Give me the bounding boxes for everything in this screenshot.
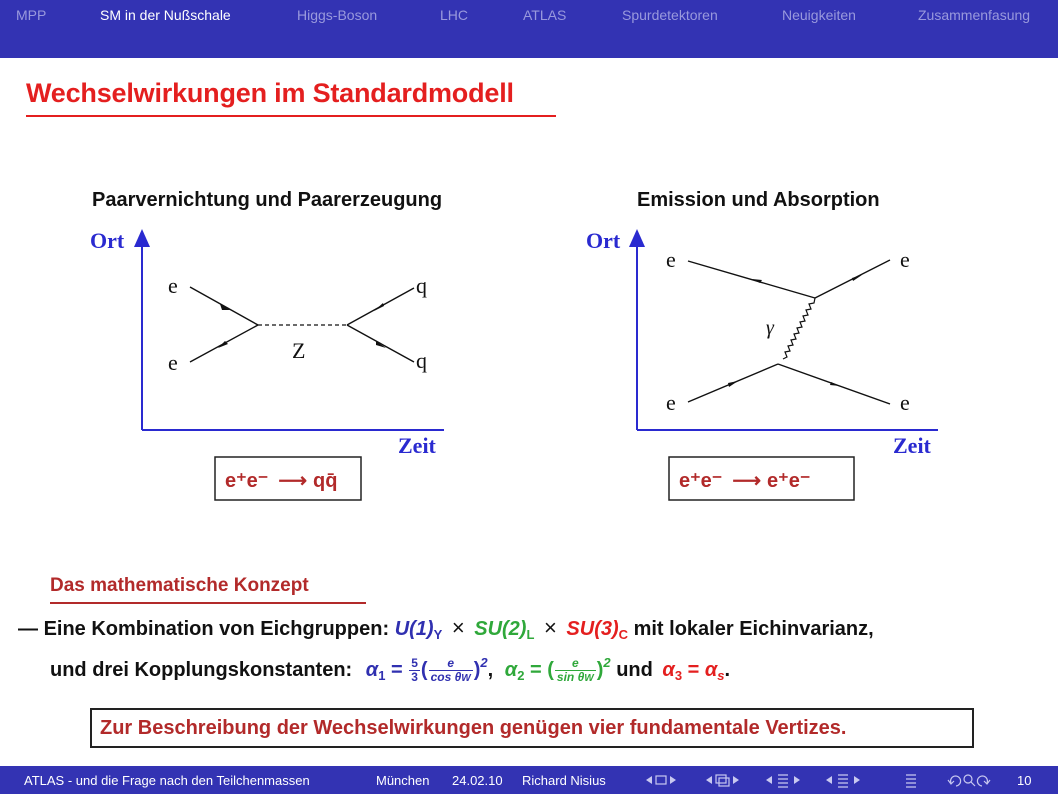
gauge-groups-suffix: mit lokaler Eichinvarianz, [633,618,874,640]
right-reaction-rhs: e⁺e⁻ [767,470,811,492]
footer-bar [0,766,1058,794]
gauge-groups-line [18,615,874,642]
nav-item-lhc[interactable]: LHC [440,7,469,23]
left-diagram [90,189,444,500]
footer-date: 24.02.10 [452,773,503,788]
group-su3: $SU(3)_C$ [566,618,629,642]
right-diagram-heading: Emission und Absorption [637,189,880,211]
nav-item-spurdetektoren[interactable]: Spurdetektoren [622,7,718,23]
left-reaction [225,470,337,492]
label-tr: e [900,247,910,272]
slide-title: Wechselwirkungen im Standardmodell [26,78,514,108]
right-reaction [679,470,810,492]
nav-item-zusammenfasung[interactable]: Zusammenfasung [918,7,1031,23]
left-y-axis-label: Ort [90,228,125,253]
alpha2-formula: $\alpha_2$ = ( $\frac{e}{\text{sin θW}}$ )$^2$ [504,655,611,684]
footer-page-number: 10 [1017,773,1032,788]
right-diagram [586,189,938,500]
label-bl: e [666,390,676,415]
right-x-axis-label: Zeit [893,433,931,458]
right-arrow-out-top [852,275,862,281]
label-br: e [900,390,910,415]
right-reaction-lhs: e⁺e⁻ [679,470,723,492]
right-y-axis-label: Ort [586,228,621,253]
dash-bullet: — [18,618,38,640]
section-nav-icon[interactable] [766,775,800,787]
left-reaction-rhs: qq̄ [313,470,338,492]
label-in-bottom: e [168,350,178,375]
label-tl: e [666,247,676,272]
back-search-forward-icons[interactable] [948,775,990,786]
label-in-top: e [168,273,178,298]
document-nav-icon[interactable] [906,775,916,787]
footer-author: Richard Nisius [522,773,606,788]
couplings-prefix: und drei Kopplungskonstanten: [50,659,353,681]
subsection-nav-icon[interactable] [706,775,739,786]
right-electron-in-top [688,261,815,298]
concept-underline [50,602,366,604]
gauge-groups-prefix: Eine Kombination von Eichgruppen: [43,618,390,640]
presentation-nav-icon[interactable] [826,775,860,787]
nav-item-neuigkeiten[interactable]: Neuigkeiten [782,7,856,23]
left-reaction-lhs: e⁺e⁻ [225,470,269,492]
left-fermion-out-bottom [347,325,414,362]
label-out-bottom: q [416,348,427,373]
label-photon: γ [766,317,774,339]
label-z-boson: Z [292,338,306,363]
concept-heading: Das mathematische Konzept [50,575,309,596]
nav-item-sm-nusschale[interactable]: SM in der Nußschale [100,7,231,23]
footer-place: München [376,773,430,788]
label-out-top: q [416,273,427,298]
group-u1: $U(1)_Y$ [394,618,443,642]
left-fermion-in-top [190,287,258,325]
frame-nav-icon[interactable] [646,776,676,784]
beamer-navigation-icons [0,766,1058,794]
times-sign-2: × [543,615,557,640]
footer-talk-title: ATLAS - und die Frage nach den Teilchenmassen [24,773,310,788]
nav-item-higgs-boson[interactable]: Higgs-Boson [297,7,378,23]
left-reaction-arrow: ⟶ [278,470,308,492]
right-arrow-in-bottom [728,381,738,387]
group-su2: $SU(2)_L$ [474,618,535,642]
coupling-constants-line [50,655,730,685]
right-reaction-arrow: ⟶ [732,470,762,492]
left-diagram-heading: Paarvernichtung und Paarerzeugung [92,189,443,211]
nav-item-mpp[interactable]: MPP [16,7,47,23]
summary-statement: Zur Beschreibung der Wechselwirkungen genügen vier fundamentale Vertizes. [100,717,847,739]
times-sign-1: × [451,615,465,640]
und-word: und [616,659,653,681]
nav-item-atlas[interactable]: ATLAS [523,7,567,23]
right-arrow-out-bottom [830,382,840,386]
left-arrow-out-top [374,303,384,311]
left-x-axis-label: Zeit [398,433,436,458]
alpha3-formula: $\alpha_3 = \alpha_s$. [662,659,731,683]
photon-propagator [783,298,815,359]
alpha1-formula: $\alpha_1$ = $\frac{5}{3}$ ( $\frac{e}{\text{cos θW}}$ )$^2$, [365,655,494,685]
